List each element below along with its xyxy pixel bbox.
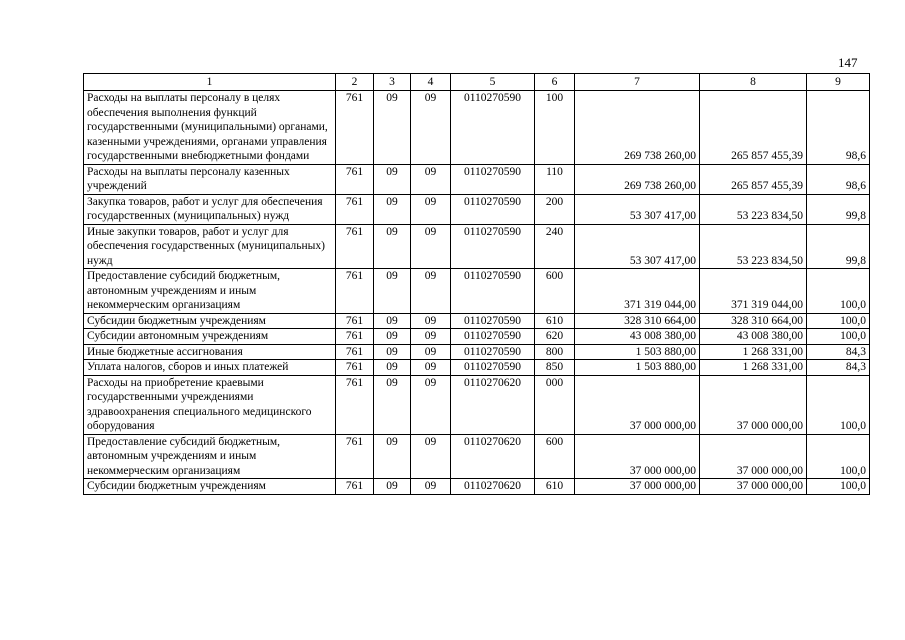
row-col-7: 37 000 000,00 xyxy=(575,479,700,495)
column-header: 2 xyxy=(336,74,374,91)
row-col-4: 09 xyxy=(411,91,451,165)
row-col-7: 37 000 000,00 xyxy=(575,434,700,479)
row-col-8: 43 008 380,00 xyxy=(700,329,807,345)
row-col-4: 09 xyxy=(411,329,451,345)
row-col-5: 0110270590 xyxy=(451,194,535,224)
row-col-9: 100,0 xyxy=(807,434,870,479)
row-col-7: 53 307 417,00 xyxy=(575,224,700,269)
row-col-9: 99,8 xyxy=(807,224,870,269)
row-col-3: 09 xyxy=(374,329,411,345)
row-col-2: 761 xyxy=(336,360,374,376)
row-col-2: 761 xyxy=(336,194,374,224)
row-col-2: 761 xyxy=(336,329,374,345)
row-col-3: 09 xyxy=(374,375,411,434)
row-col-8: 37 000 000,00 xyxy=(700,375,807,434)
row-col-2: 761 xyxy=(336,91,374,165)
row-col-9: 100,0 xyxy=(807,313,870,329)
row-col-5: 0110270590 xyxy=(451,360,535,376)
row-col-7: 269 738 260,00 xyxy=(575,164,700,194)
row-col-3: 09 xyxy=(374,194,411,224)
column-header: 7 xyxy=(575,74,700,91)
row-col-2: 761 xyxy=(336,479,374,495)
row-col-2: 761 xyxy=(336,344,374,360)
row-col-8: 265 857 455,39 xyxy=(700,91,807,165)
row-col-4: 09 xyxy=(411,313,451,329)
row-col-6: 620 xyxy=(535,329,575,345)
row-col-4: 09 xyxy=(411,479,451,495)
row-col-9: 99,8 xyxy=(807,194,870,224)
row-col-4: 09 xyxy=(411,269,451,314)
column-header: 5 xyxy=(451,74,535,91)
table-row xyxy=(84,91,870,165)
table-row xyxy=(84,313,870,329)
row-col-4: 09 xyxy=(411,164,451,194)
page-number: 147 xyxy=(838,55,858,70)
column-header: 3 xyxy=(374,74,411,91)
table-row xyxy=(84,224,870,269)
row-name: Закупка товаров, работ и услуг для обеспечения государственных (муниципальных) нужд xyxy=(84,194,336,224)
row-col-8: 1 268 331,00 xyxy=(700,344,807,360)
row-col-8: 265 857 455,39 xyxy=(700,164,807,194)
row-col-6: 610 xyxy=(535,479,575,495)
row-col-7: 37 000 000,00 xyxy=(575,375,700,434)
row-col-2: 761 xyxy=(336,434,374,479)
table-row xyxy=(84,375,870,434)
row-col-3: 09 xyxy=(374,344,411,360)
row-col-8: 37 000 000,00 xyxy=(700,434,807,479)
table-row xyxy=(84,194,870,224)
column-header: 6 xyxy=(535,74,575,91)
column-header: 1 xyxy=(84,74,336,91)
row-col-7: 1 503 880,00 xyxy=(575,360,700,376)
row-col-5: 0110270590 xyxy=(451,91,535,165)
column-header: 9 xyxy=(807,74,870,91)
row-col-5: 0110270590 xyxy=(451,329,535,345)
row-col-5: 0110270620 xyxy=(451,434,535,479)
row-name: Субсидии автономным учреждениям xyxy=(84,329,336,345)
row-col-6: 800 xyxy=(535,344,575,360)
row-col-6: 600 xyxy=(535,434,575,479)
row-col-7: 328 310 664,00 xyxy=(575,313,700,329)
row-col-6: 100 xyxy=(535,91,575,165)
row-col-7: 53 307 417,00 xyxy=(575,194,700,224)
row-col-3: 09 xyxy=(374,91,411,165)
row-col-3: 09 xyxy=(374,164,411,194)
row-col-8: 53 223 834,50 xyxy=(700,194,807,224)
row-col-5: 0110270620 xyxy=(451,479,535,495)
budget-table xyxy=(83,73,870,495)
row-col-9: 98,6 xyxy=(807,91,870,165)
table-row xyxy=(84,164,870,194)
row-col-4: 09 xyxy=(411,344,451,360)
row-col-9: 100,0 xyxy=(807,375,870,434)
row-col-9: 84,3 xyxy=(807,360,870,376)
row-col-6: 110 xyxy=(535,164,575,194)
row-col-5: 0110270590 xyxy=(451,224,535,269)
column-header: 4 xyxy=(411,74,451,91)
row-col-2: 761 xyxy=(336,164,374,194)
row-col-7: 1 503 880,00 xyxy=(575,344,700,360)
row-col-4: 09 xyxy=(411,375,451,434)
row-name: Иные закупки товаров, работ и услуг для обеспечения государственных (муниципальных) нужд xyxy=(84,224,336,269)
row-col-3: 09 xyxy=(374,479,411,495)
row-col-5: 0110270590 xyxy=(451,269,535,314)
row-col-4: 09 xyxy=(411,224,451,269)
row-col-8: 328 310 664,00 xyxy=(700,313,807,329)
row-col-4: 09 xyxy=(411,360,451,376)
row-col-8: 37 000 000,00 xyxy=(700,479,807,495)
row-col-3: 09 xyxy=(374,313,411,329)
row-col-7: 269 738 260,00 xyxy=(575,91,700,165)
table-row xyxy=(84,329,870,345)
row-name: Субсидии бюджетным учреждениям xyxy=(84,479,336,495)
row-col-4: 09 xyxy=(411,194,451,224)
table-row xyxy=(84,360,870,376)
row-col-6: 850 xyxy=(535,360,575,376)
row-name: Расходы на приобретение краевыми государственными учреждениями здравоохранения специального медицинского оборудования xyxy=(84,375,336,434)
row-col-5: 0110270590 xyxy=(451,313,535,329)
header-row xyxy=(84,74,870,91)
row-col-5: 0110270590 xyxy=(451,344,535,360)
row-col-4: 09 xyxy=(411,434,451,479)
row-col-2: 761 xyxy=(336,224,374,269)
row-col-2: 761 xyxy=(336,313,374,329)
row-col-6: 200 xyxy=(535,194,575,224)
row-col-2: 761 xyxy=(336,269,374,314)
row-col-3: 09 xyxy=(374,360,411,376)
row-col-3: 09 xyxy=(374,434,411,479)
row-col-7: 43 008 380,00 xyxy=(575,329,700,345)
row-name: Уплата налогов, сборов и иных платежей xyxy=(84,360,336,376)
row-col-2: 761 xyxy=(336,375,374,434)
row-col-8: 371 319 044,00 xyxy=(700,269,807,314)
row-col-9: 100,0 xyxy=(807,269,870,314)
table-row xyxy=(84,269,870,314)
row-name: Предоставление субсидий бюджетным, автономным учреждениям и иным некоммерческим организациям xyxy=(84,434,336,479)
table-row xyxy=(84,434,870,479)
row-col-7: 371 319 044,00 xyxy=(575,269,700,314)
row-name: Расходы на выплаты персоналу казенных учреждений xyxy=(84,164,336,194)
row-col-9: 100,0 xyxy=(807,479,870,495)
row-col-5: 0110270590 xyxy=(451,164,535,194)
row-name: Расходы на выплаты персоналу в целях обеспечения выполнения функций государственными (муниципальными) органами, казенными учреждениями, органами управления государственными внебюджетными фондами xyxy=(84,91,336,165)
row-col-6: 600 xyxy=(535,269,575,314)
row-col-8: 1 268 331,00 xyxy=(700,360,807,376)
table-row xyxy=(84,344,870,360)
row-col-6: 240 xyxy=(535,224,575,269)
row-col-6: 000 xyxy=(535,375,575,434)
row-col-3: 09 xyxy=(374,269,411,314)
row-col-8: 53 223 834,50 xyxy=(700,224,807,269)
table-row xyxy=(84,479,870,495)
row-col-9: 100,0 xyxy=(807,329,870,345)
column-header: 8 xyxy=(700,74,807,91)
row-col-6: 610 xyxy=(535,313,575,329)
row-col-5: 0110270620 xyxy=(451,375,535,434)
row-col-9: 84,3 xyxy=(807,344,870,360)
row-col-9: 98,6 xyxy=(807,164,870,194)
row-name: Иные бюджетные ассигнования xyxy=(84,344,336,360)
row-col-3: 09 xyxy=(374,224,411,269)
row-name: Субсидии бюджетным учреждениям xyxy=(84,313,336,329)
row-name: Предоставление субсидий бюджетным, автономным учреждениям и иным некоммерческим организациям xyxy=(84,269,336,314)
